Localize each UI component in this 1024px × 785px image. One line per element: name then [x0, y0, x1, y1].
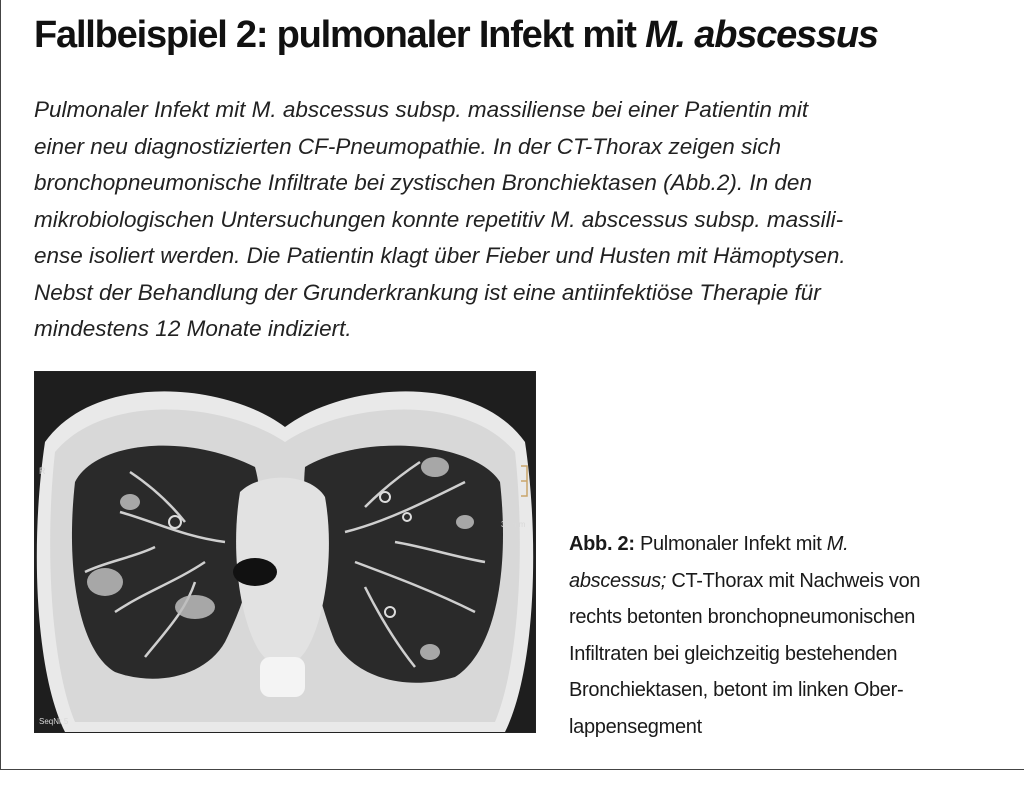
intro-line: Pulmonaler Infekt mit M. abscessus subsp. massiliense bei einer Patientin mit [34, 97, 809, 122]
caption-line: Bronchiektasen, betont im linken Ober- [569, 679, 904, 701]
ct-scan-graphic [35, 372, 535, 732]
caption-label: Abb. 2: [569, 533, 635, 555]
page-title [34, 14, 878, 57]
caption-text: CT-Thorax mit Nachweis von [666, 569, 921, 592]
intro-line: ense isoliert werden. Die Patientin klagt über Fieber und Husten mit Hämoptysen. [34, 243, 846, 268]
figure-caption [569, 526, 1024, 745]
intro-line: Nebst der Behandlung der Grunderkrankung ist eine antiinfektiöse Therapie für [34, 279, 821, 305]
ct-series-label: SeqNr 5 [39, 717, 69, 726]
intro-line: einer neu diagnostizierten CF-Pneumopathie. In der CT-Thorax zeigen sich [34, 133, 782, 159]
caption-line [569, 563, 1024, 600]
ct-thorax-image [34, 371, 536, 733]
title-prefix: Fallbeispiel 2: pulmonaler Infekt mit [34, 14, 646, 56]
caption-italic: M. [826, 533, 849, 555]
caption-line: Infiltraten bei gleichzeitig bestehenden [569, 642, 898, 665]
frame-bottom-border [0, 769, 1024, 770]
intro-paragraph [34, 92, 1024, 348]
caption-line: lappensegment [569, 715, 702, 738]
intro-line: mindestens 12 Monate indiziert. [34, 316, 352, 341]
intro-line: bronchopneumonische Infiltrate bei zystischen Bronchiektasen (Abb.2). In den [34, 170, 812, 195]
ct-scale-label: 38 mm [501, 520, 526, 529]
caption-italic: abscessus; [569, 569, 667, 592]
caption-line: rechts betonten bronchopneumonischen [569, 606, 916, 628]
title-italic-organism: M. abscessus [645, 14, 878, 56]
frame-left-border [0, 0, 1, 770]
caption-line [569, 526, 1024, 563]
caption-text: Pulmonaler Infekt mit [634, 533, 827, 555]
intro-line: mikrobiologischen Untersuchungen konnte repetitiv M. abscessus subsp. massili- [34, 206, 844, 232]
ct-side-marker: R [39, 466, 46, 476]
